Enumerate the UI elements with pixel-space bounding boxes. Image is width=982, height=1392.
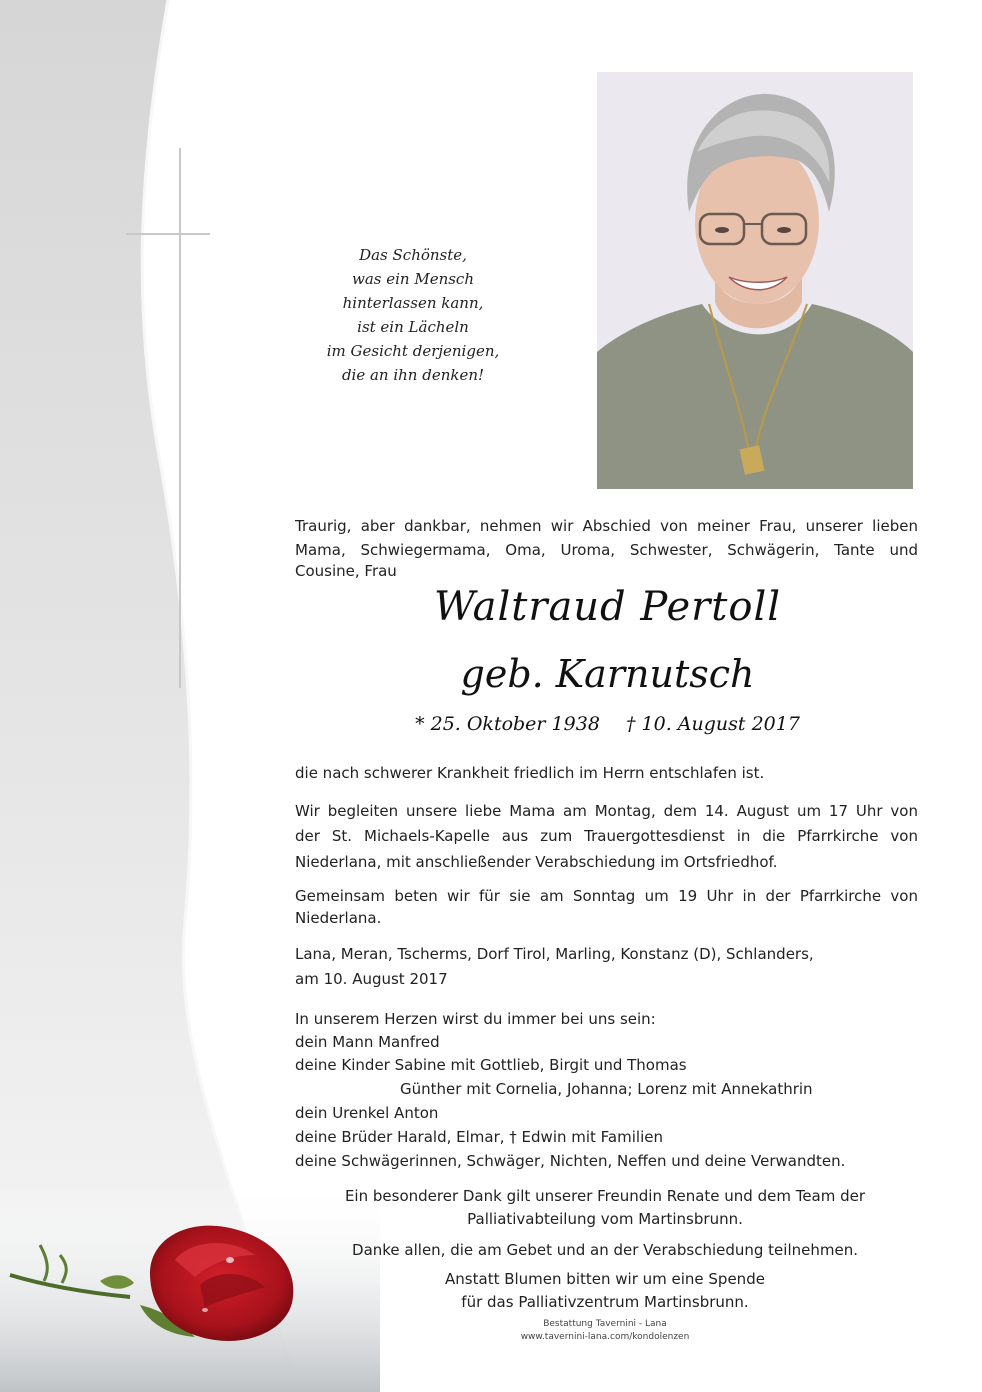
thanks-block	[295, 1185, 915, 1231]
mourner-line: deine Schwägerinnen, Schwäger, Nichten, Neffen und deine Verwandten.	[295, 1152, 846, 1170]
mourner-line: Günther mit Cornelia, Johanna; Lorenz mit Annekathrin	[400, 1080, 813, 1098]
funeral-company: Bestattung Tavernini - Lana	[543, 1319, 667, 1329]
memorial-quote	[318, 243, 508, 387]
red-rose-image	[0, 1215, 320, 1385]
quote-line: hinterlassen kann,	[342, 294, 484, 312]
birth-name: geb. Karnutsch	[460, 652, 755, 696]
birth-date: * 25. Oktober 1938	[415, 713, 600, 735]
mourner-line: dein Mann Manfred	[295, 1033, 440, 1051]
mourner-line: deine Brüder Harald, Elmar, † Edwin mit Familien	[295, 1128, 663, 1146]
passing-text: die nach schwerer Krankheit friedlich im Herrn entschlafen ist.	[295, 764, 765, 782]
intro-line: Traurig, aber dankbar, nehmen wir Abschied von meiner Frau, unserer lieben	[295, 517, 918, 535]
place-date: am 10. August 2017	[295, 970, 448, 988]
life-dates	[295, 713, 920, 735]
cross-horizontal-bar	[126, 233, 210, 235]
mourner-line: deine Kinder Sabine mit Gottlieb, Birgit und Thomas	[295, 1056, 687, 1074]
funeral-line: Niederlana, mit anschließender Verabschiedung im Ortsfriedhof.	[295, 853, 778, 871]
thanks-line: Palliativabteilung vom Martinsbrunn.	[467, 1210, 743, 1228]
prayer-paragraph	[295, 884, 918, 909]
cross-vertical-bar	[179, 148, 181, 688]
quote-line: ist ein Lächeln	[357, 318, 469, 336]
mourners-heading: In unserem Herzen wirst du immer bei uns sein:	[295, 1010, 656, 1028]
funeral-line: der St. Michaels-Kapelle aus zum Trauergottesdienst in die Pfarrkirche von	[295, 827, 918, 845]
footer	[295, 1318, 915, 1344]
condolence-url: www.tavernini-lana.com/kondolenzen	[520, 1332, 690, 1342]
place-line: Lana, Meran, Tscherms, Dorf Tirol, Marling, Konstanz (D), Schlanders,	[295, 945, 814, 963]
donation-line: für das Palliativzentrum Martinsbrunn.	[461, 1293, 749, 1311]
thanks-prayer: Danke allen, die am Gebet und an der Verabschiedung teilnehmen.	[352, 1241, 858, 1259]
intro-line: Cousine, Frau	[295, 562, 397, 580]
quote-line: die an ihn denken!	[341, 366, 485, 384]
thanks-line: Ein besonderer Dank gilt unserer Freundin Renate und dem Team der	[344, 1187, 866, 1205]
intro-paragraph	[295, 514, 918, 562]
funeral-line: Wir begleiten unsere liebe Mama am Montag, dem 14. August um 17 Uhr von	[295, 802, 918, 820]
death-date: † 10. August 2017	[626, 713, 800, 735]
donation-block	[295, 1268, 915, 1314]
donation-line: Anstatt Blumen bitten wir um eine Spende	[445, 1270, 765, 1288]
prayer-line: Gemeinsam beten wir für sie am Sonntag um 19 Uhr in der Pfarrkirche von	[295, 887, 918, 905]
quote-line: im Gesicht derjenigen,	[326, 342, 500, 360]
quote-line: was ein Mensch	[351, 270, 474, 288]
deceased-name: Waltraud Pertoll	[433, 584, 782, 630]
quote-line: Das Schönste,	[359, 246, 467, 264]
portrait-photo	[597, 72, 913, 489]
intro-line: Mama, Schwiegermama, Oma, Uroma, Schwester, Schwägerin, Tante und	[295, 541, 918, 559]
mourner-line: dein Urenkel Anton	[295, 1104, 439, 1122]
prayer-line: Niederlana.	[295, 909, 382, 927]
funeral-paragraph	[295, 799, 918, 849]
